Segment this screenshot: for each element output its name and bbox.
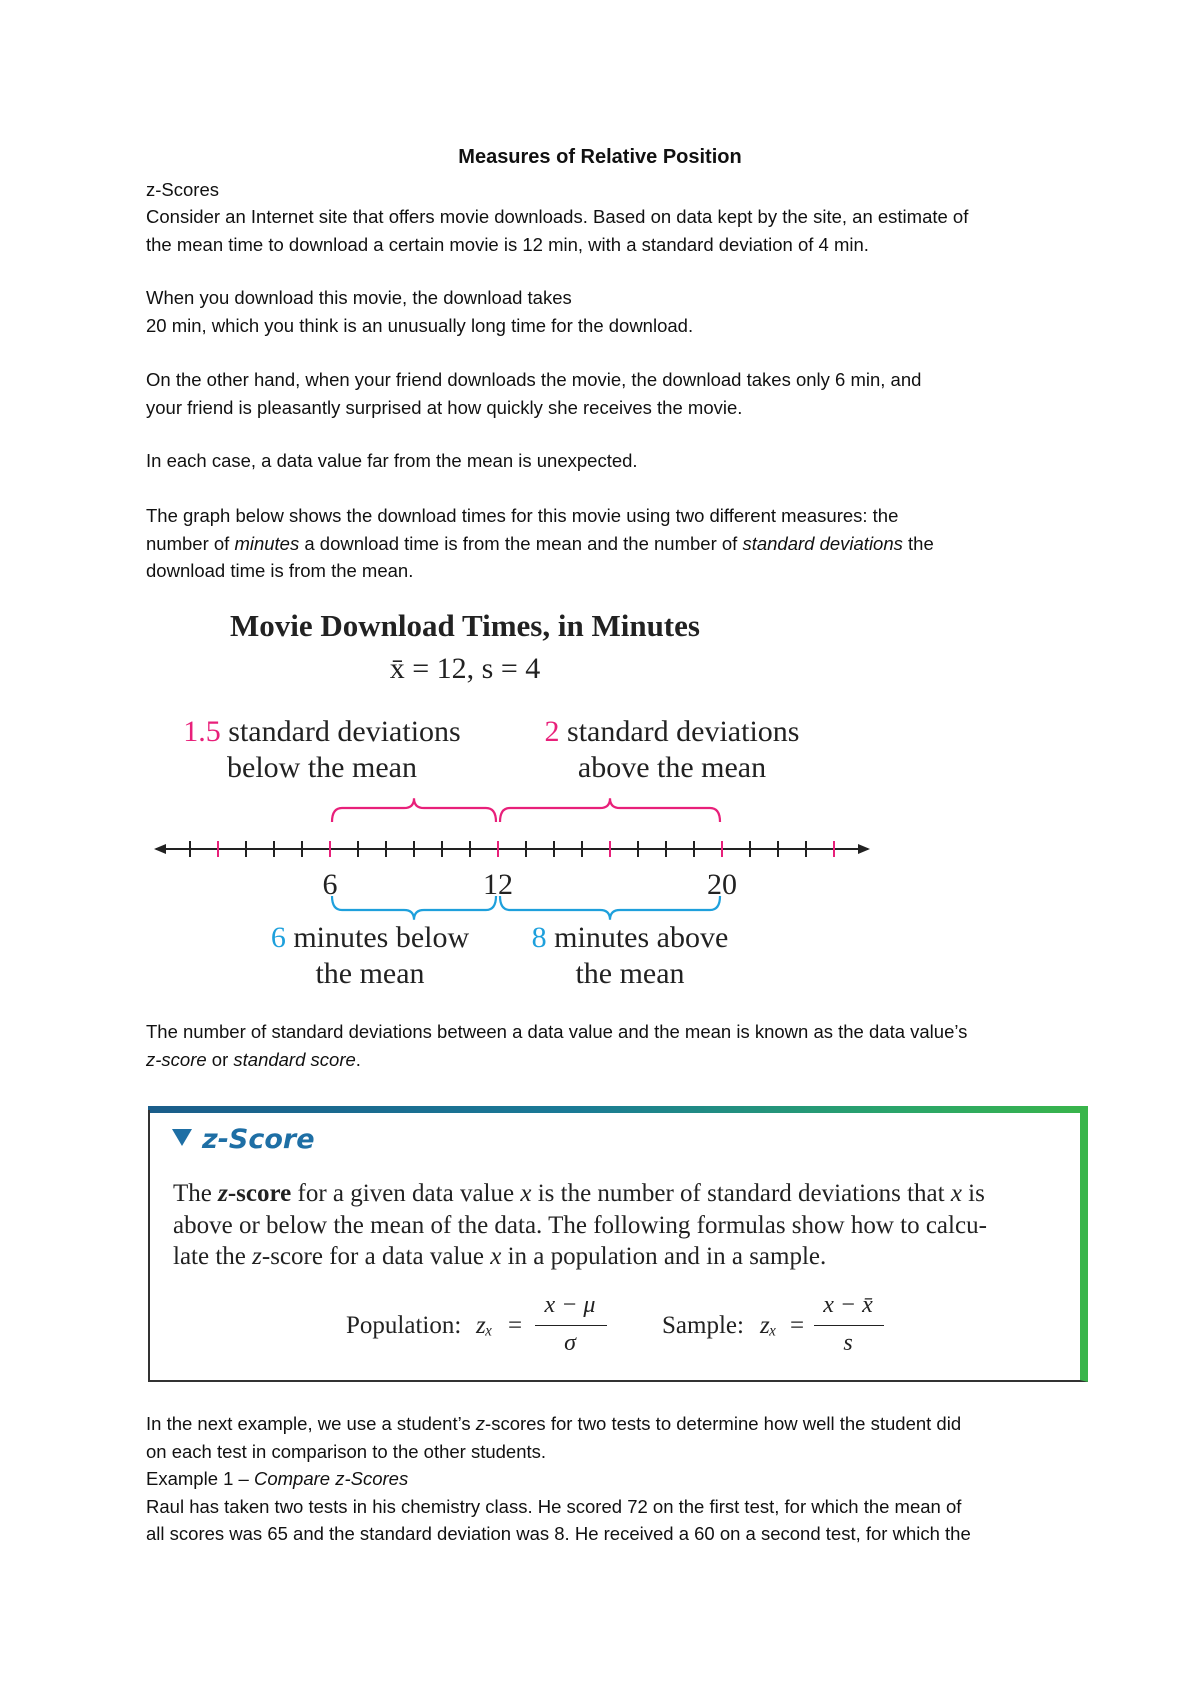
label-num: 8 [531, 921, 547, 954]
text-line: The number of standard deviations between a data value and the mean is known as the data value’s [146, 1021, 968, 1042]
population-numerator: x − μ [544, 1292, 596, 1318]
paragraph-unexpected: In each case, a data value far from the mean is unexpected. [146, 450, 638, 471]
text-span: -score for a data value [261, 1243, 491, 1270]
text-line: On the other hand, when your friend downloads the movie, the download takes only 6 min, and [146, 369, 922, 390]
label-text: minutes above [546, 921, 729, 954]
tick-label: 6 [322, 868, 338, 901]
example-title: Compare z-Scores [253, 1468, 409, 1489]
text-span: is the number of standard deviations that [531, 1180, 951, 1207]
text-span: x [520, 1180, 532, 1207]
definition-heading-text: z-Score [202, 1124, 315, 1155]
text-span: The [173, 1180, 219, 1207]
text-line: The graph below shows the download times for this movie using two different measures: the [146, 505, 899, 526]
sample-fraction-bar [814, 1325, 884, 1326]
section-heading: z-Scores [146, 179, 219, 200]
label-text: standard deviations [559, 715, 800, 748]
label-text: the mean [315, 957, 425, 990]
text-span: a download time is from the mean and the number of [299, 532, 743, 554]
brace-sd-below [332, 798, 496, 822]
paragraph-z-score-definition [146, 1018, 1086, 1073]
axis-arrow-right [858, 844, 870, 854]
label-text: above the mean [577, 751, 767, 784]
label-num: 1.5 [183, 715, 221, 748]
brace-minutes-below [332, 896, 496, 920]
text-span: z [218, 1180, 228, 1207]
text-line: Consider an Internet site that offers movie downloads. Based on data kept by the site, an estimate of [146, 206, 969, 227]
paragraph-your-download [146, 284, 1086, 339]
population-equals: = [508, 1312, 523, 1339]
axis-arrow-left [154, 844, 166, 854]
sample-label: Sample: [662, 1312, 744, 1339]
text-span: z [252, 1243, 262, 1270]
definition-box-heading [172, 1124, 315, 1155]
text-line: Raul has taken two tests in his chemistry class. He scored 72 on the first test, for which the mean of [146, 1495, 962, 1517]
population-fraction-bar [535, 1325, 607, 1326]
text-span: in a population and in a sample. [501, 1243, 827, 1270]
text-span: . [355, 1048, 361, 1070]
brace-minutes-above [500, 896, 720, 920]
example-label: Example 1 – [146, 1468, 254, 1489]
chart-title: Movie Download Times, in Minutes [230, 608, 700, 643]
chart-subtitle: x̄ = 12, s = 4 [389, 652, 541, 685]
text-span: x [490, 1243, 502, 1270]
text-span: x [950, 1180, 962, 1207]
label-text: below the mean [227, 751, 417, 784]
label-minutes-below [220, 920, 520, 992]
paragraph-friend-download [146, 366, 1086, 421]
number-line-chart [140, 596, 900, 1010]
emphasis-standard-score: standard score [233, 1048, 356, 1070]
sample-denominator: s [843, 1330, 853, 1356]
label-text: standard deviations [220, 715, 461, 748]
text-line: the mean time to download a certain movie is 12 min, with a standard deviation of 4 min. [146, 233, 869, 255]
label-text: the mean [575, 957, 685, 990]
text-span: -score [227, 1180, 292, 1207]
paragraph-graph-intro [146, 502, 1086, 585]
text-span: In the next example, we use a student’s [146, 1413, 476, 1434]
text-line: download time is from the mean. [146, 560, 414, 581]
sample-numerator: x − x̄ [823, 1292, 873, 1318]
text-line: all scores was 65 and the standard deviation was 8. He received a 60 on a second test, for which the [146, 1523, 971, 1544]
definition-box-text [173, 1178, 1073, 1273]
paragraph-intro [146, 203, 1086, 258]
emphasis-z-score: z-score [146, 1048, 207, 1070]
sample-equals: = [790, 1312, 805, 1339]
text-span: for a given data value [291, 1180, 521, 1207]
label-num: 6 [270, 921, 286, 954]
label-text: minutes below [285, 921, 470, 954]
text-span: or [206, 1048, 234, 1070]
triangle-down-icon [172, 1129, 192, 1146]
text-line: your friend is pleasantly surprised at how quickly she receives the movie. [146, 396, 743, 418]
text-line: 20 min, which you think is an unusually long time for the download. [146, 314, 694, 336]
emphasis-minutes: minutes [234, 532, 300, 554]
population-lhs: zₓ [476, 1312, 493, 1339]
text-span: the [902, 532, 934, 554]
emphasis-standard-deviations: standard deviations [742, 532, 903, 554]
text-span: -scores for two tests to determine how well the student did [485, 1413, 962, 1434]
page-title: Measures of Relative Position [458, 146, 742, 168]
label-minutes-above [480, 920, 780, 992]
text-line: above or below the mean of the data. The following formulas show how to calcu- [173, 1211, 987, 1239]
text-line: When you download this movie, the download takes [146, 287, 572, 308]
text-span: late the [173, 1243, 253, 1270]
sample-lhs: zₓ [760, 1312, 777, 1339]
text-line: on each test in comparison to the other students. [146, 1440, 547, 1462]
emphasis-z: z [475, 1413, 486, 1434]
label-num: 2 [544, 715, 560, 748]
brace-sd-above [500, 798, 720, 822]
population-label: Population: [346, 1312, 462, 1339]
tick-label: 12 [483, 868, 513, 901]
text-span: number of [146, 532, 235, 554]
text-span: is [961, 1180, 985, 1207]
population-denominator: σ [564, 1330, 576, 1356]
paragraph-next-example [146, 1410, 1086, 1548]
tick-label: 20 [707, 868, 737, 901]
